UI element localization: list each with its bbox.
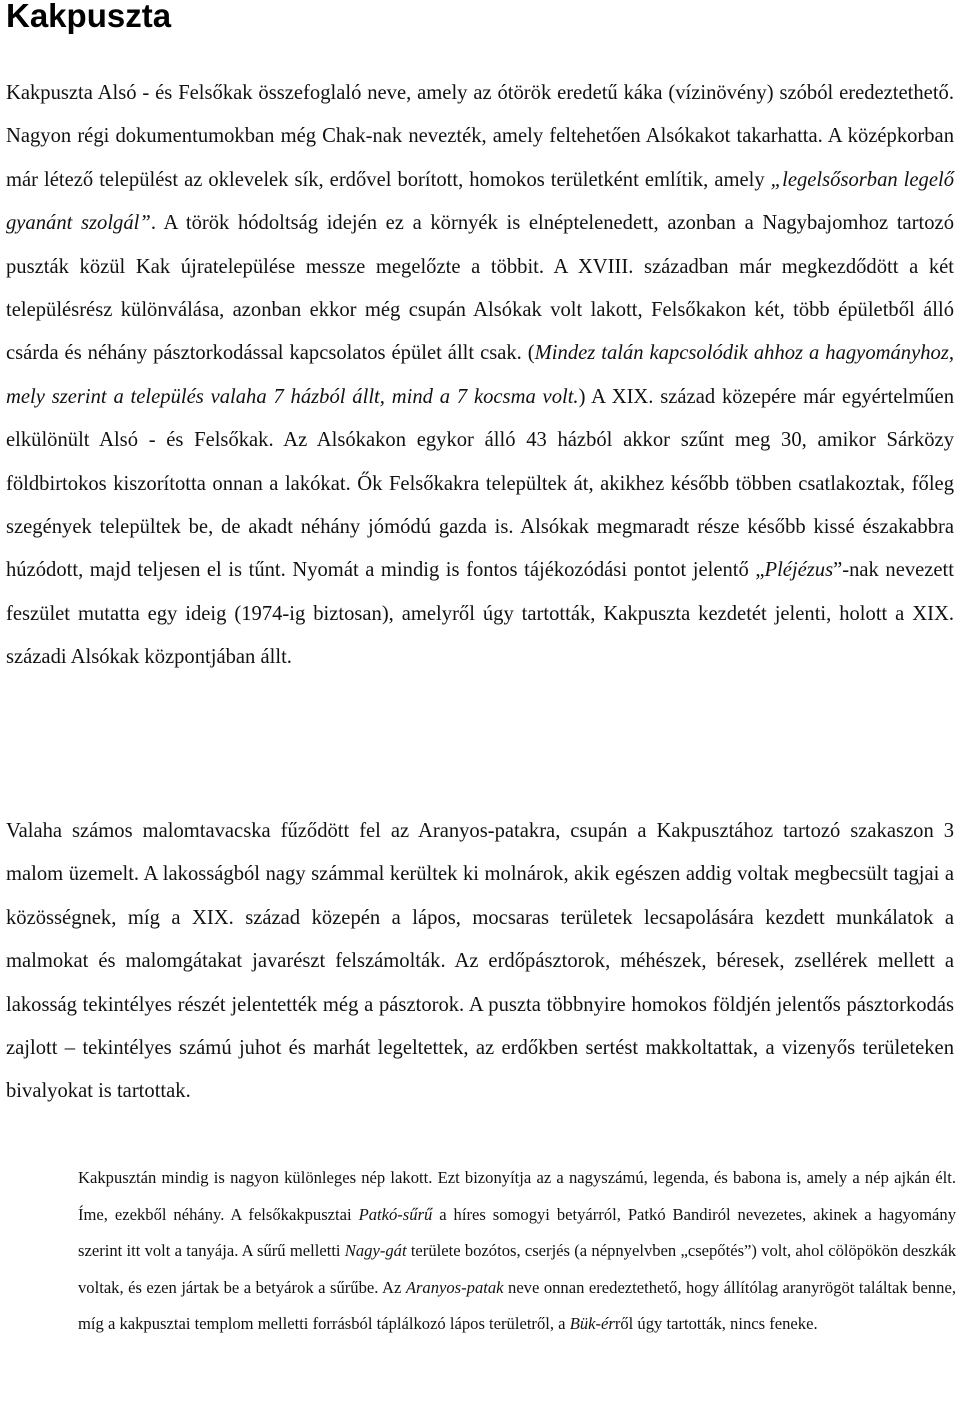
text-run: ről úgy tartották, nincs feneke. — [614, 1314, 818, 1334]
legend-seven-houses: Mindez talán kapcsolódik ahhoz a hagyományhoz, mely szerint a település valaha 7 házból állt, mind a 7 kocsma volt. — [6, 342, 954, 408]
term-buk-er: Bük-ér — [569, 1314, 615, 1334]
text-run: a híres somogyi betyárról, Patkó Bandiról nevezetes, akinek a hagyomány szerint itt volt a tanyája. A sűrű melletti — [78, 1204, 956, 1261]
term-plejezus: Pléjézus — [764, 559, 834, 582]
text-run: területe bozótos, cserjés (a népnyelvben „csepőtés”) volt, ahol cölöpökön deszkák voltak, és ezen jártak be a betyárok a sűrűbe. Az — [78, 1241, 956, 1297]
text-run: neve onnan eredeztethető, hogy állítólag aranyrögöt találtak benne, míg a kakpusztai templom melletti forrásból táplálkozó lápos területről, a — [78, 1277, 956, 1334]
quote-legelo: „legelsősorban legelő gyanánt szolgál” — [6, 168, 955, 235]
text-run: . A török hódoltság idején ez a környék is elnéptelenedett, azonban a Nagybajomhoz tartozó puszták közül Kak újratelepülése messze megelőzte a többit. A XVIII. században már megkezdődött a két településrész különválása, azonban ekkor még csupán Alsókak volt lakott, Felsőkakon két, több épületből álló csárda és néhány pásztorkodással kapcsolatos épület állt csak. ( — [6, 212, 954, 365]
term-nagy-gat: Nagy-gát — [344, 1241, 407, 1261]
text-run: ) A XIX. század közepére már egyértelműen elkülönült Alsó - és Felsőkak. Az Alsókakon egykor álló 43 házból akkor szűnt meg 30, amikor Sárközy földbirtokos kiszorította onnan a lakókat. Ők Felsőkakra települtek át, akikhez később többen csatlakoztak, főleg szegények települtek be, de akadt néhány jómódú gazda is. Alsókak megmaradt része később kissé északabbra húzódott, majd teljesen el is tűnt. Nyomát a mindig is fontos tájékozódási pontot jelentő „ — [6, 385, 954, 582]
paragraph-legends — [78, 1160, 956, 1343]
text-run: Kakpusztán mindig is nagyon különleges nép lakott. Ezt bizonyítja az a nagyszámú, legenda, és babona is, amely a nép ajkán élt. Íme, ezekből néhány. A felsőkakpusztai — [78, 1168, 956, 1224]
page-title: Kakpuszta — [6, 0, 172, 34]
text-run: ”-nak nevezett feszület mutatta egy ideig (1974-ig biztosan), amelyről úgy tartották, Kakpuszta kezdetét jelenti, holott a XIX. századi Alsókak központjában állt. — [6, 559, 954, 669]
term-patko-suru: Patkó-sűrű — [358, 1204, 433, 1224]
paragraph-mills: Valaha számos malomtavacska fűződött fel az Aranyos-patakra, csupán a Kakpusztához tartozó szakaszon 3 malom üzemelt. A lakosságból nagy számmal kerültek ki molnárok, akik egészen addig voltak megbecsült tagjai a közösségnek, míg a XIX. század közepén a lápos, mocsaras területek lecsapolására kezdett munkálatok a malmokat és malomgátakat javarészt felszámolták. Az erdőpásztorok, méhészek, béresek, zsellérek mellett a lakosság tekintélyes részét jelentették még a pásztorok. A puszta többnyire homokos földjén jelentős pásztorkodás zajlott – tekintélyes számú juhot és marhát legeltettek, az erdőkben sertést makkoltattak, a vizenyős területeken bivalyokat is tartottak. — [6, 820, 954, 1103]
text-run: Kakpuszta Alsó - és Felsőkak összefoglaló neve, amely az ótörök eredetű káka (vízinövény) szóból eredeztethető. Nagyon régi dokumentumokban még Chak-nak nevezték, amely feltehetően Alsókakot takarhatta. A középkorban már létező települést az oklevelek sík, erdővel borított, homokos területként említik, amely — [6, 82, 954, 191]
paragraph-history — [6, 72, 954, 680]
term-aranyos-patak: Aranyos-patak — [405, 1277, 504, 1297]
